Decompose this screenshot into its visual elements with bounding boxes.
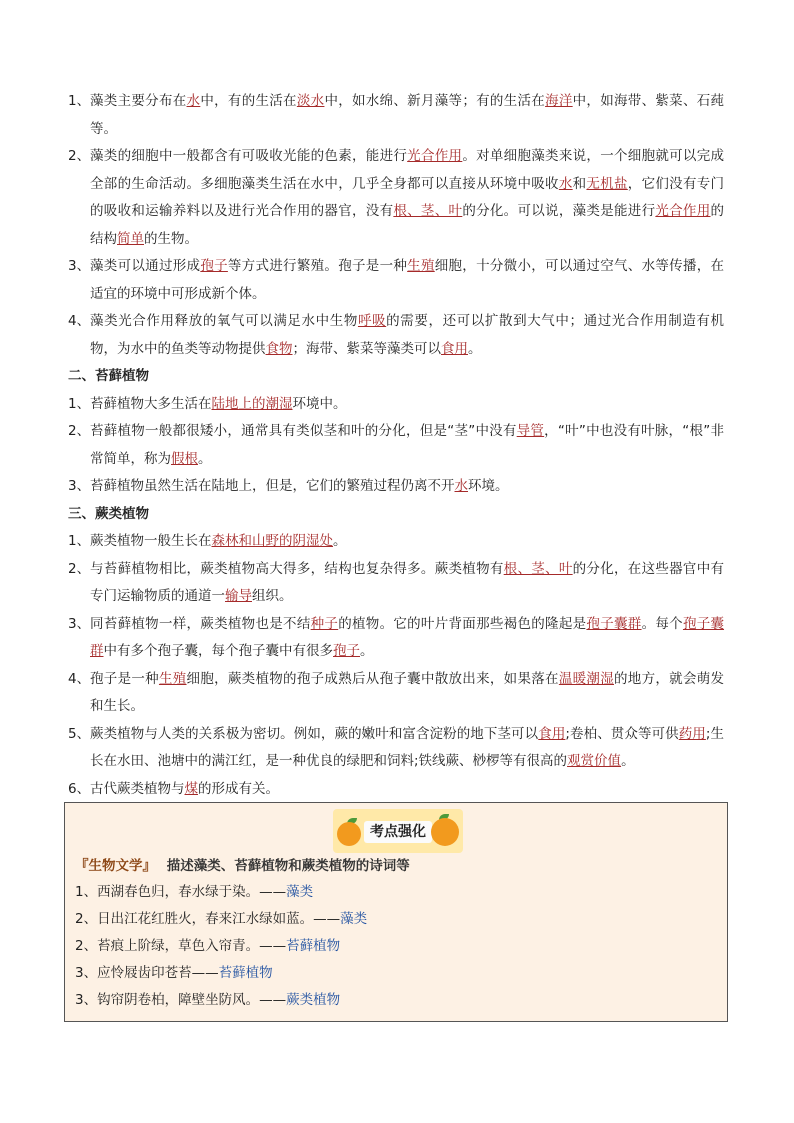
- list-item: [68, 721, 724, 776]
- list-item: [68, 556, 724, 611]
- poem-line: [75, 879, 367, 906]
- keyword: 光合作用: [655, 203, 711, 219]
- item-number: 1、: [68, 93, 91, 109]
- item-number: 2、: [68, 423, 91, 439]
- text-segment: 古代蕨类植物与: [90, 780, 185, 797]
- text-segment: 的生物。: [144, 230, 198, 247]
- text-segment: 的形成有关。: [198, 780, 279, 797]
- text-segment: 和: [572, 175, 587, 192]
- list-item: [68, 88, 724, 143]
- item-number: 4、: [68, 670, 91, 687]
- algae-list: [68, 88, 724, 363]
- keyword: 食物: [265, 340, 293, 357]
- poetry-list: [75, 879, 367, 1014]
- poetry-heading: [75, 855, 410, 877]
- item-number: 3、: [68, 478, 91, 494]
- moss-section-title: 二、苔藓植物: [68, 368, 149, 384]
- poem-answer: 藻类: [340, 911, 368, 927]
- poem-text: 日出江花红胜火，春来江水绿如蓝。——: [97, 911, 341, 927]
- text-segment: 细胞，蕨类植物的孢子成熟后从孢子囊中散放出来，如果落在: [186, 670, 559, 687]
- text-segment: 。对单细胞藻类来说，一个细胞就可以完成全部的生命活动。多细胞藻类生活在水中，几乎全身都可以直接从环境中吸收: [90, 148, 725, 192]
- text-segment: 与苔藓植物相比，蕨类植物高大得多，结构也复杂得多。蕨类植物有: [90, 560, 504, 577]
- text-segment: 环境中。: [292, 395, 347, 412]
- keyword: 水: [454, 478, 468, 494]
- keyword: 陆地上的潮湿: [211, 395, 293, 412]
- keyword: 煤: [184, 780, 198, 797]
- keyword: 输导: [225, 588, 252, 604]
- poem-text: 西湖春色归，春水绿于染。——: [97, 884, 287, 900]
- key-points-badge: [333, 809, 463, 853]
- list-item: [68, 473, 724, 501]
- text-segment: 蕨类植物一般生长在: [90, 533, 212, 549]
- keyword: 食用: [441, 340, 468, 357]
- list-item: [68, 528, 724, 556]
- fern-list: [68, 528, 724, 803]
- poem-number: 3、: [75, 965, 98, 981]
- keyword: 导管: [516, 423, 545, 439]
- keyword: 种子: [310, 615, 339, 632]
- text-segment: 中，有的生活在: [200, 93, 297, 109]
- keyword: 温暖潮湿: [558, 670, 614, 687]
- text-segment: 等方式进行繁殖。孢子是一种: [227, 258, 408, 274]
- text-segment: 的地方，就会萌发和生长。: [90, 670, 725, 714]
- text-segment: 的分化。可以说，藻类是能进行: [462, 203, 656, 219]
- text-segment: 。: [360, 643, 374, 659]
- keyword: 根、茎、叶: [393, 203, 463, 219]
- list-item: [68, 776, 724, 804]
- text-segment: 苔藓植物虽然生活在陆地上，但是，它们的繁殖过程仍离不开: [90, 478, 455, 494]
- poem-line: [75, 906, 367, 933]
- keyword: 孢子: [333, 643, 360, 659]
- text-segment: 的需要，还可以扩散到大气中；通过光合作用制造有机物，为水中的鱼类等动物提供: [90, 313, 725, 357]
- item-number: 3、: [68, 258, 91, 274]
- keyword: 生殖: [407, 258, 435, 274]
- poetry-heading-text: 描述藻类、苔藓植物和蕨类植物的诗词等: [166, 858, 410, 874]
- document-body: [68, 88, 724, 803]
- poem-answer: 蕨类植物: [286, 992, 341, 1008]
- item-number: 1、: [68, 395, 91, 412]
- keyword: 光合作用: [407, 148, 463, 164]
- poetry-heading-tag: 『生物文学』: [75, 858, 156, 874]
- poem-answer: 苔藓植物: [286, 938, 341, 954]
- item-number: 6、: [68, 780, 91, 797]
- keyword: 呼吸: [357, 313, 387, 329]
- text-segment: 组织。: [252, 588, 293, 604]
- poem-number: 1、: [75, 884, 98, 900]
- keyword: 食用: [538, 725, 566, 742]
- text-segment: 苔藓植物大多生活在: [90, 395, 212, 412]
- poem-line: [75, 933, 367, 960]
- item-number: 2、: [68, 148, 91, 164]
- text-segment: ;生长在水田、池塘中的满江红，是一种优良的绿肥和饲料;铁线蕨、桫椤等有很高的: [90, 725, 725, 769]
- text-segment: 中，如海带、紫菜、石莼等。: [90, 93, 725, 137]
- poem-text: 应怜屐齿印苍苔——: [97, 965, 219, 981]
- item-number: 3、: [68, 615, 91, 632]
- keyword: 淡水: [296, 93, 325, 109]
- keyword: 孢子囊群: [586, 615, 642, 632]
- keyword: 水: [186, 93, 201, 109]
- text-segment: 藻类的细胞中一般都含有可吸收光能的色素，能进行: [90, 148, 408, 164]
- moss-list: [68, 391, 724, 501]
- text-segment: 孢子是一种: [90, 670, 159, 687]
- poem-number: 2、: [75, 911, 98, 927]
- key-points-box: [64, 802, 728, 1022]
- keyword: 森林和山野的阴湿处: [211, 533, 333, 549]
- item-number: 2、: [68, 560, 91, 577]
- keyword: 生殖: [158, 670, 187, 687]
- text-segment: 环境。: [468, 478, 509, 494]
- list-item: [68, 391, 724, 419]
- text-segment: 细胞，十分微小，可以通过空气、水等传播，在适宜的环境中可形成新个体。: [90, 258, 725, 302]
- poem-answer: 苔藓植物: [218, 965, 273, 981]
- text-segment: 的植物。它的叶片背面那些褐色的隆起是: [338, 615, 587, 632]
- text-segment: 的分化，在这些器官中有专门运输物质的通道一: [90, 560, 725, 604]
- item-number: 4、: [68, 313, 91, 329]
- text-segment: 藻类可以通过形成: [90, 258, 201, 274]
- text-segment: 同苔藓植物一样，蕨类植物也是不结: [90, 615, 311, 632]
- text-segment: 藻类光合作用释放的氧气可以满足水中生物: [90, 313, 358, 329]
- text-segment: ，它们没有专门的吸收和运输养料以及进行光合作用的器官，没有: [90, 175, 725, 219]
- text-segment: 的结构: [90, 203, 725, 247]
- poem-text: 苔痕上阶绿，草色入帘青。——: [97, 938, 287, 954]
- text-segment: 中，如水绵、新月藻等；有的生活在: [324, 93, 546, 109]
- item-number: 5、: [68, 725, 91, 742]
- list-item: [68, 418, 724, 473]
- orange-icon: [431, 818, 459, 846]
- text-segment: ；海带、紫菜等藻类可以: [292, 340, 441, 357]
- list-item: [68, 253, 724, 308]
- keyword: 药用: [678, 725, 706, 742]
- text-segment: 。每个: [641, 615, 683, 632]
- list-item: [68, 308, 724, 363]
- keyword: 根、茎、叶: [503, 560, 573, 577]
- poem-line: [75, 987, 367, 1014]
- item-number: 1、: [68, 533, 91, 549]
- poem-answer: 藻类: [286, 884, 314, 900]
- text-segment: 。: [198, 450, 212, 467]
- text-segment: 蕨类植物与人类的关系极为密切。例如，蕨的嫩叶和富含淀粉的地下茎可以: [90, 725, 539, 742]
- list-item: [68, 143, 724, 253]
- text-segment: 。: [333, 533, 347, 549]
- list-item: [68, 611, 724, 666]
- text-segment: 中有多个孢子囊，每个孢子囊中有很多: [103, 643, 333, 659]
- keyword: 海洋: [545, 93, 573, 109]
- poem-number: 3、: [75, 992, 98, 1008]
- keyword: 无机盐: [586, 175, 628, 192]
- text-segment: 苔藓植物一般都很矮小，通常具有类似茎和叶的分化，但是“茎”中没有: [90, 423, 517, 439]
- list-item: [68, 666, 724, 721]
- fern-section-title: 三、蕨类植物: [68, 505, 149, 522]
- poem-text: 钩帘阴卷柏，障壁坐防风。——: [97, 992, 287, 1008]
- keyword: 水: [558, 175, 573, 192]
- text-segment: ，“叶”中也没有叶脉，“根”非常简单，称为: [90, 423, 724, 467]
- text-segment: ;卷柏、贯众等可供: [565, 725, 679, 742]
- keyword: 孢子: [200, 258, 228, 274]
- keyword: 假根: [171, 450, 198, 467]
- poem-number: 2、: [75, 938, 98, 954]
- badge-label: 考点强化: [364, 821, 432, 843]
- poem-line: [75, 960, 367, 987]
- text-segment: 。: [621, 753, 635, 769]
- orange-icon: [337, 822, 361, 846]
- text-segment: 藻类主要分布在: [90, 93, 187, 109]
- keyword: 孢子囊群: [90, 615, 725, 659]
- text-segment: 。: [468, 340, 482, 357]
- keyword: 观赏价值: [567, 753, 622, 769]
- keyword: 简单: [117, 230, 144, 247]
